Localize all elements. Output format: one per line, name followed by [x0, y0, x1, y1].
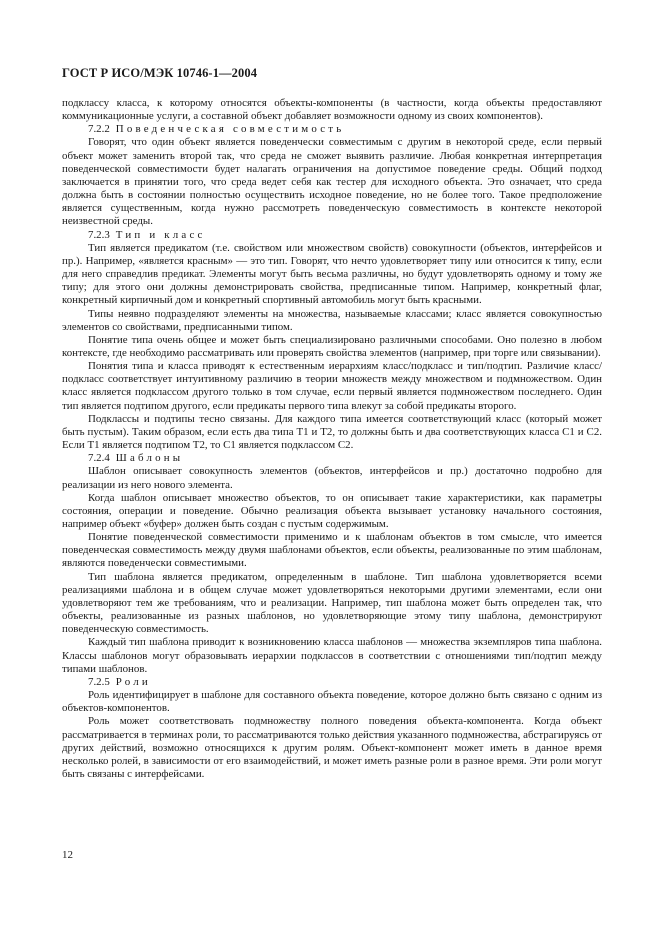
section-title: Шаблоны: [115, 452, 184, 465]
section-heading: [62, 123, 602, 136]
section-title: Роли: [115, 675, 151, 688]
section-number: 7.2.3: [88, 228, 110, 241]
paragraph: Типы неявно подразделяют элементы на множества, называемые классами; класс является совокупностью элементов со свойствами, предписанными типом.: [62, 307, 602, 333]
paragraph: Тип шаблона является предикатом, определенным в шаблоне. Тип шаблона удовлетворяется всеми реализациями шаблона и в общем случае может удовлетворяться некоторыми другими элементами, если они удовлетворяют тем же требованиям, что и реализации. Например, тип шаблона может быть определен так, что объекты, реализованные из разных шаблонов, но удовлетворяющие этому типу шаблона, демонстрируют поведенческую совместимость.: [62, 570, 602, 636]
section-heading: [62, 229, 602, 242]
paragraph: Понятие поведенческой совместимости применимо и к шаблонам объектов в том смысле, что имеется поведенческая совместимость между двумя шаблонами объектов, если объекты, реализованные по этим шаблонам, являются поведенчески совместимыми.: [62, 531, 602, 570]
paragraph: подклассу класса, к которому относятся объекты-компоненты (в частности, когда объекты предоставляют коммуникационные услуги, а составной объект добавляет возможности одному из своих компонентов).: [62, 97, 602, 123]
paragraph: Роль может соответствовать подмножеству полного поведения объекта-компонента. Когда объект рассматривается в терминах роли, то рассматриваются только действия указанного подмножества, абстрагируясь от других действий, возможно относящихся к другим ролям. Объект-компонент может иметь в данное время несколько ролей, в зависимости от его взаимодействий, и может иметь разные роли в разное время. Эти роли могут быть связаны с интерфейсами.: [62, 715, 602, 780]
page-number: 12: [62, 849, 73, 861]
paragraph: Подклассы и подтипы тесно связаны. Для каждого типа имеется соответствующий класс (который может быть пустым). Таким образом, если есть два типа Т1 и Т2, то должны быть и два соответствующих класса С1 и С2. Если Т1 является подтипом Т2, то С1 является подклассом С2.: [62, 412, 602, 452]
paragraph: Понятие типа очень общее и может быть специализировано различными способами. Оно полезно в любом контексте, где необходимо рассматривать или проверять свойства элементов (например, при торге или связывании).: [62, 333, 602, 359]
body-text: [62, 97, 602, 781]
section-title: Поведенческая совместимость: [115, 123, 345, 136]
paragraph: Говорят, что один объект является поведенчески совместимым с другим в некоторой среде, если первый объект может заменить второй так, что среда не сможет выявить различие. Любая конкретная интерпретация поведенческой совместимости будет налагать ограничения на допустимое поведение среды. Общий подход заключается в принятии того, что среда ведет себя как тестер для исходного объекта. Это означает, что среда должна быть в состоянии полностью осуществить исходное поведение, но не более того. Такое предположение является существенным, когда нужно рассмотреть поведенческую совместимость в контексте некоторой неизвестной среды.: [62, 136, 602, 228]
document-header: ГОСТ Р ИСО/МЭК 10746-1—2004: [62, 66, 258, 80]
section-number: 7.2.4: [88, 452, 110, 465]
section-number: 7.2.5: [88, 675, 110, 688]
paragraph: Шаблон описывает совокупность элементов (объектов, интерфейсов и пр.) достаточно подробно для реализации из него нового элемента.: [62, 465, 602, 491]
paragraph: Роль идентифицирует в шаблоне для составного объекта поведение, которое должно быть связано с одним из объектов-компонентов.: [62, 689, 602, 715]
paragraph: Когда шаблон описывает множество объектов, то он описывает такие характеристики, как параметры состояния, операции и поведение. Обычно реализация объекта вызывает установку начального состояния, например объект «буфер» должен быть создан с пустым содержимым.: [62, 491, 602, 530]
paragraph: Тип является предикатом (т.е. свойством или множеством свойств) совокупности (объектов, интерфейсов и пр.). Например, «является красным» — это тип. Говорят, что нечто удовлетворяет типу или относится к типу, если для него справедлив предикат. Элементы могут быть весьма различны, но будут удовлетворять одному и тому же типу; для этого они должны демонстрировать свойства, предписанные типом. Например, конкретный флаг, конкретный кирпичный дом и конкретный спортивный автомобиль могут быть красными.: [62, 241, 602, 307]
section-heading: [62, 676, 602, 689]
section-number: 7.2.2: [88, 123, 110, 136]
paragraph: Каждый тип шаблона приводит к возникновению класса шаблонов — множества экземпляров типа шаблона. Классы шаблонов могут образовывать иерархии подклассов в соответствии с отношениями тип/подтип между типами шаблонов.: [62, 636, 602, 675]
section-heading: [62, 452, 602, 465]
paragraph: Понятия типа и класса приводят к естественным иерархиям класс/подкласс и тип/подтип. Различие класс/подкласс соответствует интуитивному различию в теории множеств между множеством и подмножеством. Один класс является подклассом другого только в том случае, если первый является подмножеством последнего. Один тип является подтипом другого, если предикаты первого типа влекут за собой предикаты второго.: [62, 360, 602, 412]
section-title: Тип и класс: [115, 228, 206, 241]
